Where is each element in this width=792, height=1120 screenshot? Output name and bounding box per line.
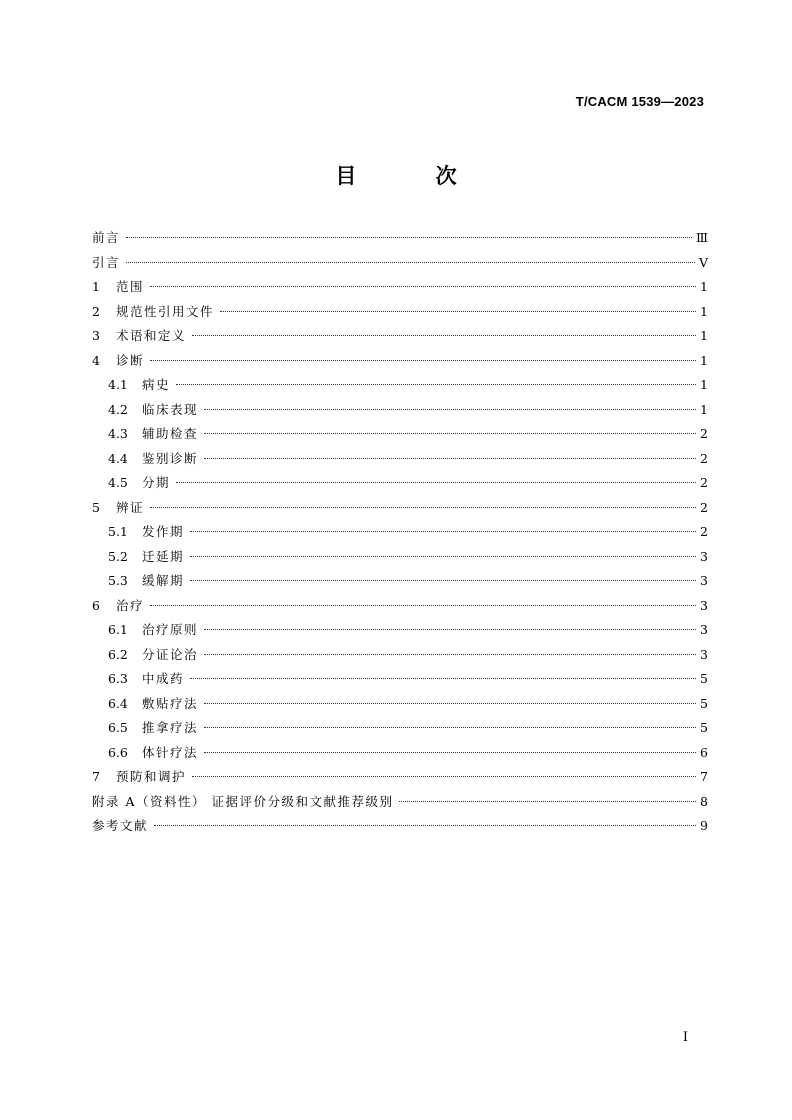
toc-entry-page: 1 bbox=[700, 279, 708, 294]
toc-entry-number: 3 bbox=[92, 328, 100, 343]
page-title: 目 次 bbox=[335, 164, 493, 188]
toc-entry-number: 5.1 bbox=[108, 524, 128, 539]
toc-entry-label: 参考文献 bbox=[92, 818, 149, 833]
toc-entry[interactable] bbox=[92, 226, 708, 251]
toc-leader-dots bbox=[190, 678, 696, 679]
toc-entry[interactable] bbox=[92, 275, 708, 300]
toc-entry-page: 3 bbox=[700, 622, 708, 637]
toc-entry-page: 2 bbox=[700, 426, 708, 441]
toc-leader-dots bbox=[204, 409, 696, 410]
toc-entry-number: 4.3 bbox=[108, 426, 128, 441]
toc-entry-page: 3 bbox=[700, 597, 708, 613]
toc-entry-number: 6 bbox=[92, 597, 100, 613]
toc-entry-label: 诊断 bbox=[116, 352, 145, 368]
toc-leader-dots bbox=[190, 531, 696, 532]
toc-entry[interactable] bbox=[92, 765, 708, 790]
toc-entry-label: 迁延期 bbox=[142, 548, 185, 564]
toc-entry-number: 6.3 bbox=[108, 671, 128, 686]
toc-entry-label: 前言 bbox=[92, 230, 121, 245]
toc-entry-page: 2 bbox=[700, 475, 708, 490]
toc-entry-page: 3 bbox=[700, 646, 708, 662]
toc-entry-page: 1 bbox=[700, 401, 708, 417]
toc-entry-page: 1 bbox=[700, 328, 708, 343]
toc-leader-dots bbox=[126, 262, 695, 263]
toc-entry-page: 7 bbox=[700, 769, 708, 784]
toc-entry-number: 4.5 bbox=[108, 475, 128, 490]
toc-entry-label: 引言 bbox=[92, 254, 121, 270]
toc-entry[interactable] bbox=[92, 373, 708, 398]
toc-entry[interactable] bbox=[92, 398, 708, 423]
toc-entry[interactable] bbox=[92, 520, 708, 545]
page-number: Ⅰ bbox=[682, 1030, 688, 1045]
toc-entry-page: 8 bbox=[700, 793, 708, 809]
toc-entry-number: 6.6 bbox=[108, 744, 128, 760]
toc-entry[interactable] bbox=[92, 447, 708, 472]
toc-entry[interactable] bbox=[92, 471, 708, 496]
toc-leader-dots bbox=[204, 703, 696, 704]
toc-entry-page: 5 bbox=[700, 671, 708, 686]
toc-entry-label: 辅助检查 bbox=[142, 426, 199, 441]
toc-entry-number: 7 bbox=[92, 769, 100, 784]
toc-leader-dots bbox=[204, 654, 696, 655]
toc-entry-label: 规范性引用文件 bbox=[116, 303, 215, 319]
toc-entry-number: 2 bbox=[92, 303, 100, 319]
toc-entry-label: 推拿疗法 bbox=[142, 720, 199, 735]
toc-entry-label: 临床表现 bbox=[142, 401, 199, 417]
toc-leader-dots bbox=[204, 752, 696, 753]
toc-leader-dots bbox=[204, 727, 696, 728]
toc-entry[interactable] bbox=[92, 790, 708, 815]
toc-leader-dots bbox=[176, 482, 696, 483]
toc-entry-label: 辨证 bbox=[116, 499, 145, 515]
toc-entry-label: 范围 bbox=[116, 279, 145, 294]
toc-entry-label: 缓解期 bbox=[142, 573, 185, 588]
toc-entry-page: 2 bbox=[700, 524, 708, 539]
toc-entry-number: 5.2 bbox=[108, 548, 128, 564]
toc-entry[interactable] bbox=[92, 594, 708, 619]
toc-leader-dots bbox=[192, 776, 696, 777]
toc-leader-dots bbox=[150, 360, 696, 361]
toc-entry-label: 预防和调护 bbox=[116, 769, 187, 784]
toc-entry-label: 病史 bbox=[142, 377, 171, 392]
toc-entry-label: 鉴别诊断 bbox=[142, 450, 199, 466]
toc-leader-dots bbox=[190, 556, 696, 557]
toc-entry[interactable] bbox=[92, 349, 708, 374]
toc-entry-number: 5.3 bbox=[108, 573, 128, 588]
toc-leader-dots bbox=[192, 335, 696, 336]
toc-entry-label: 术语和定义 bbox=[116, 328, 187, 343]
toc-entry-label: 中成药 bbox=[142, 671, 185, 686]
toc-leader-dots bbox=[220, 311, 696, 312]
toc-entry[interactable] bbox=[92, 300, 708, 325]
standard-code: T/CACM 1539—2023 bbox=[575, 94, 704, 109]
toc-entry-number: 1 bbox=[92, 279, 100, 294]
toc-entry-page: 1 bbox=[700, 377, 708, 392]
toc-entry[interactable] bbox=[92, 496, 708, 521]
toc-entry-number: 6.1 bbox=[108, 622, 128, 637]
table-of-contents bbox=[92, 226, 708, 839]
toc-entry-label: 分证论治 bbox=[142, 646, 199, 662]
toc-entry-label: 分期 bbox=[142, 475, 171, 490]
toc-leader-dots bbox=[204, 433, 696, 434]
toc-entry-page: 1 bbox=[700, 352, 708, 368]
toc-entry-label: 发作期 bbox=[142, 524, 185, 539]
toc-leader-dots bbox=[190, 580, 696, 581]
toc-entry-page: Ⅲ bbox=[695, 230, 708, 245]
toc-entry-page: 1 bbox=[700, 303, 708, 319]
toc-entry-page: 6 bbox=[700, 744, 708, 760]
toc-entry[interactable] bbox=[92, 251, 708, 276]
toc-entry[interactable] bbox=[92, 741, 708, 766]
toc-leader-dots bbox=[150, 605, 696, 606]
toc-entry-number: 6.2 bbox=[108, 646, 128, 662]
toc-leader-dots bbox=[150, 286, 696, 287]
toc-entry-page: 2 bbox=[700, 450, 708, 466]
toc-entry[interactable] bbox=[92, 643, 708, 668]
toc-leader-dots bbox=[176, 384, 696, 385]
toc-leader-dots bbox=[126, 237, 692, 238]
toc-leader-dots bbox=[204, 629, 696, 630]
toc-leader-dots bbox=[399, 801, 696, 802]
toc-entry-number: 6.4 bbox=[108, 695, 128, 711]
toc-entry-number: 4.4 bbox=[108, 450, 128, 466]
toc-entry-label: 体针疗法 bbox=[142, 744, 199, 760]
toc-entry[interactable] bbox=[92, 667, 708, 692]
toc-entry[interactable] bbox=[92, 814, 708, 839]
toc-entry-page: 5 bbox=[700, 695, 708, 711]
toc-entry[interactable] bbox=[92, 324, 708, 349]
toc-entry-number: 6.5 bbox=[108, 720, 128, 735]
toc-entry[interactable] bbox=[92, 569, 708, 594]
toc-entry-number: 4.1 bbox=[108, 377, 128, 392]
toc-entry-page: 3 bbox=[700, 548, 708, 564]
toc-entry-page: Ⅴ bbox=[698, 254, 708, 270]
toc-entry-page: 9 bbox=[700, 818, 708, 833]
toc-entry-label: 附录 A（资料性） 证据评价分级和文献推荐级别 bbox=[92, 793, 394, 809]
toc-entry[interactable] bbox=[92, 422, 708, 447]
toc-leader-dots bbox=[150, 507, 696, 508]
toc-entry-label: 敷贴疗法 bbox=[142, 695, 199, 711]
toc-entry-page: 2 bbox=[700, 499, 708, 515]
toc-entry[interactable] bbox=[92, 545, 708, 570]
toc-entry-page: 5 bbox=[700, 720, 708, 735]
toc-entry[interactable] bbox=[92, 618, 708, 643]
toc-leader-dots bbox=[154, 825, 696, 826]
toc-entry-number: 4 bbox=[92, 352, 100, 368]
toc-entry[interactable] bbox=[92, 692, 708, 717]
toc-entry-label: 治疗 bbox=[116, 597, 145, 613]
toc-entry-number: 5 bbox=[92, 499, 100, 515]
toc-entry-label: 治疗原则 bbox=[142, 622, 199, 637]
toc-entry[interactable] bbox=[92, 716, 708, 741]
toc-entry-page: 3 bbox=[700, 573, 708, 588]
toc-leader-dots bbox=[204, 458, 696, 459]
toc-entry-number: 4.2 bbox=[108, 401, 128, 417]
